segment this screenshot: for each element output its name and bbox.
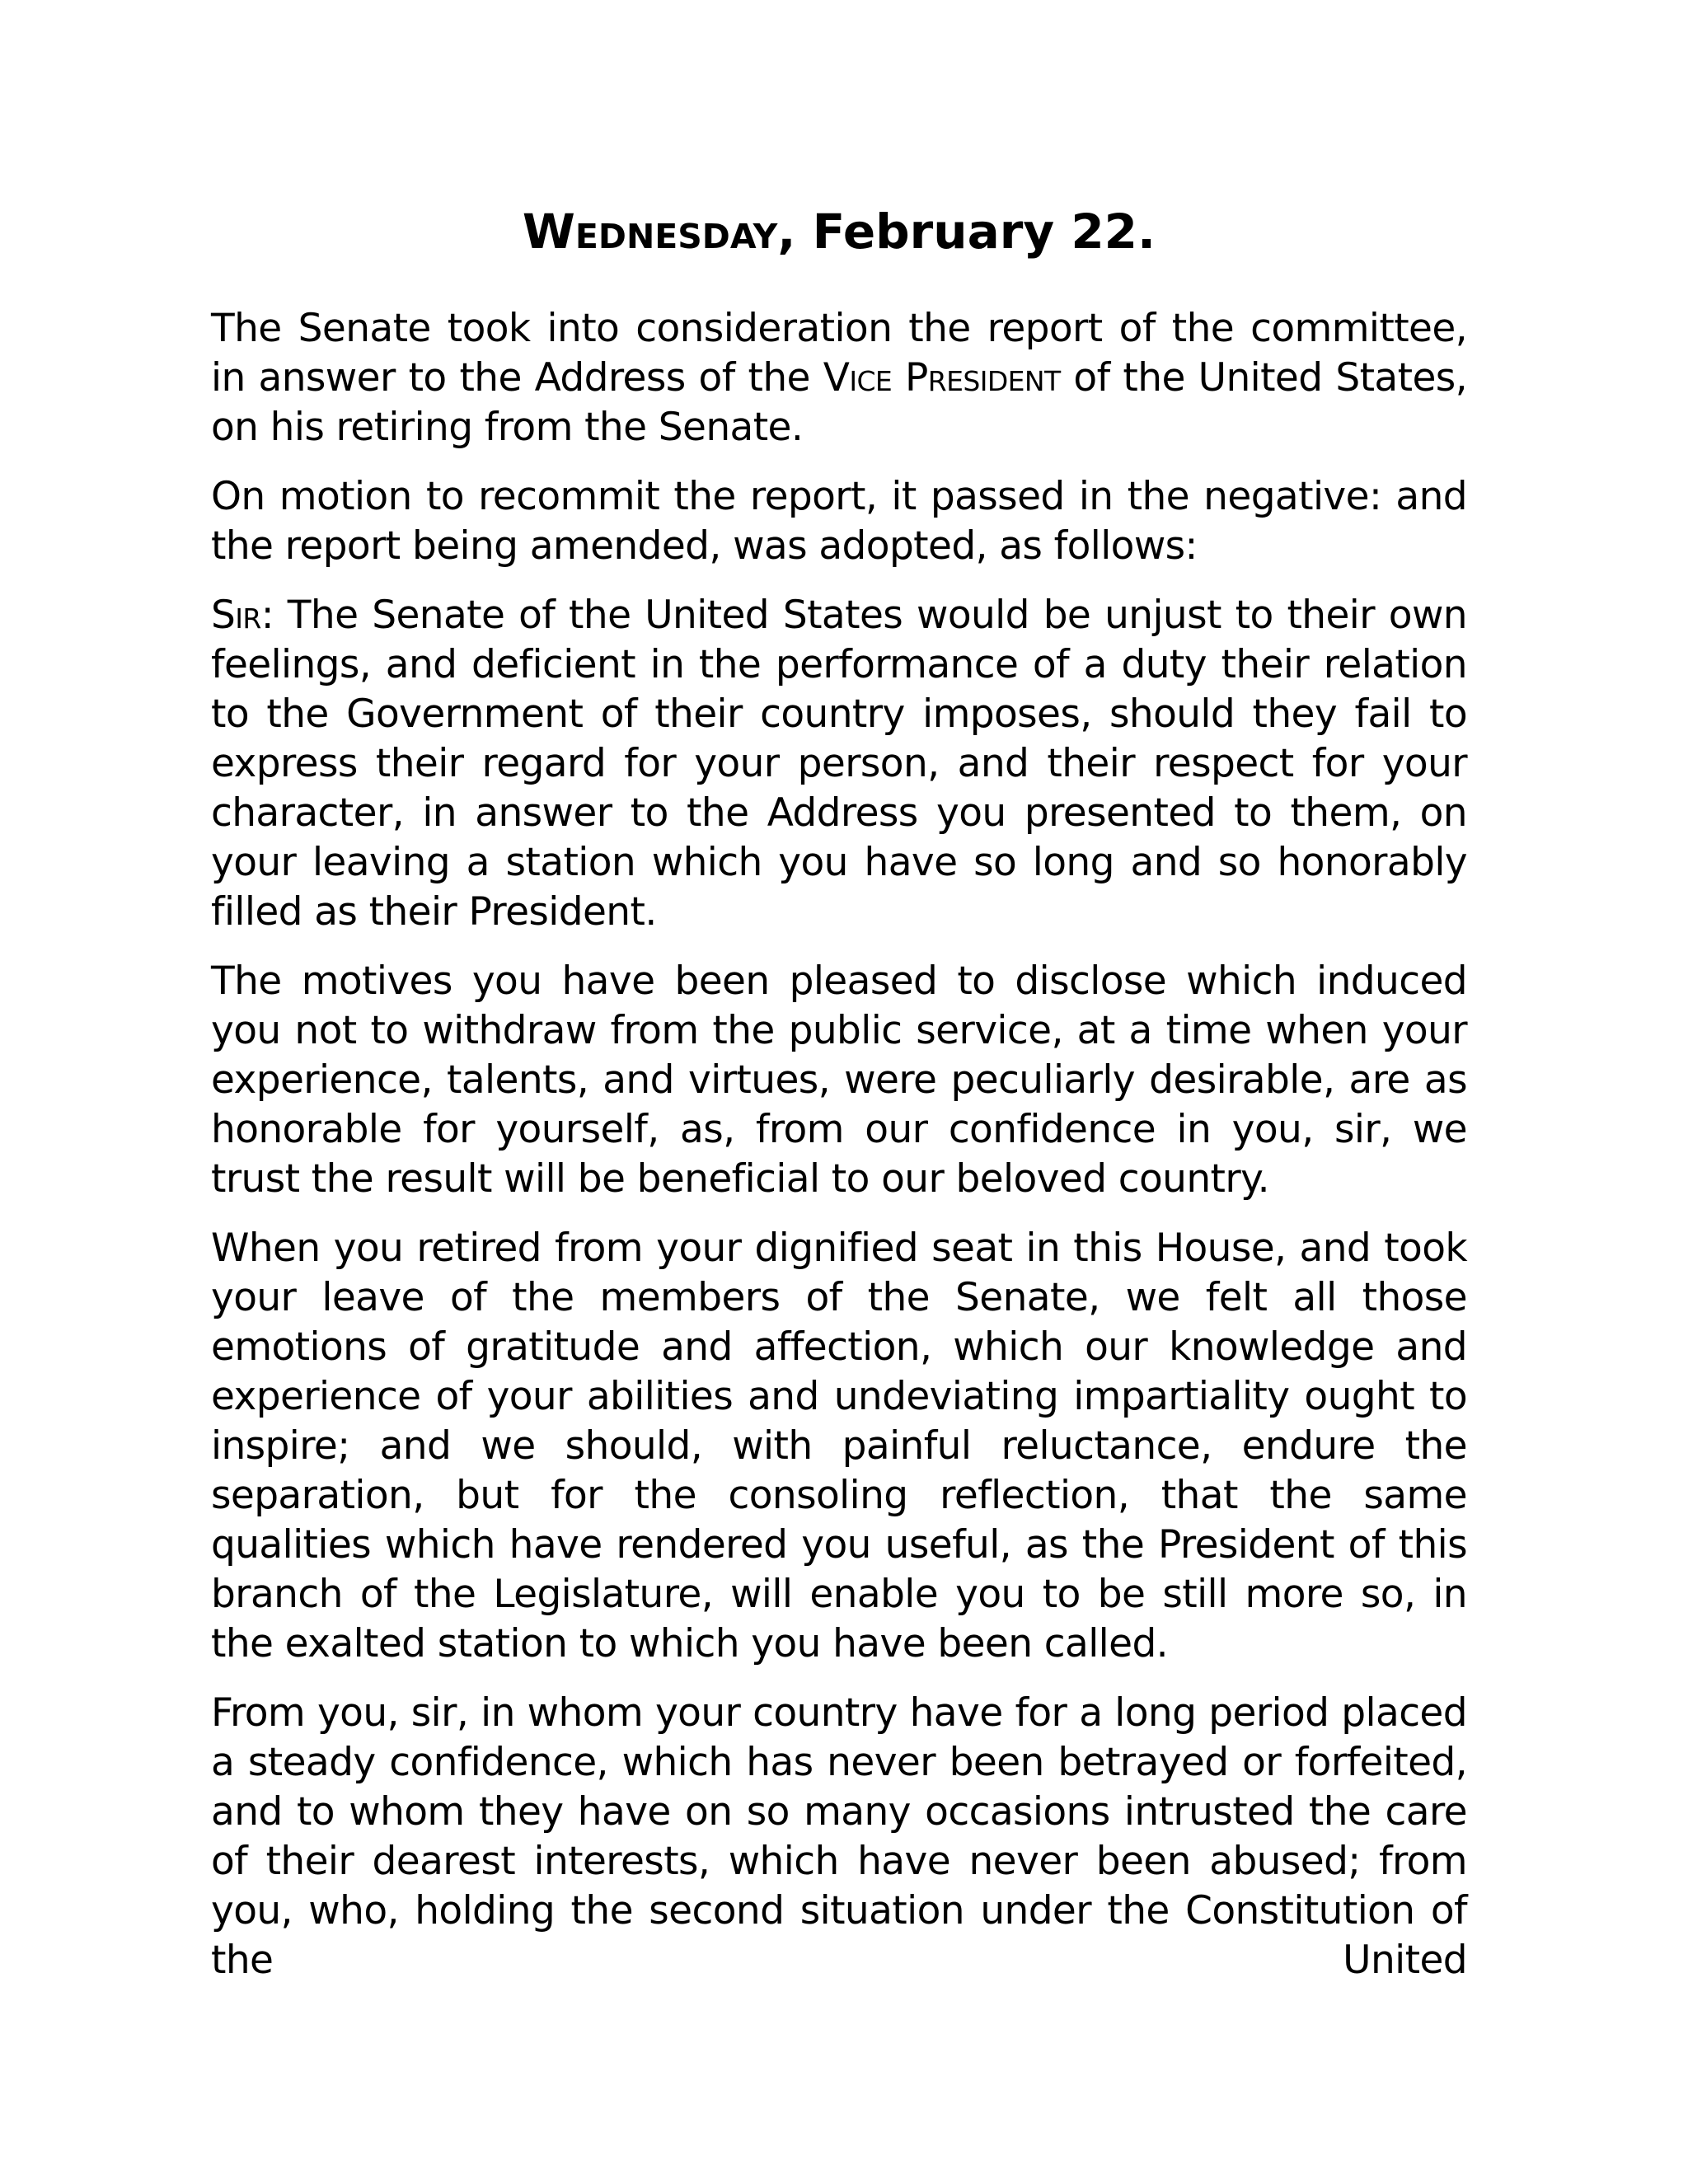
heading-date: February 22. <box>812 204 1156 260</box>
heading-day: Wednesday <box>522 204 778 260</box>
document-page <box>211 202 1467 2005</box>
paragraph-text: The Senate took into consideration the report of the committee, in answer to the Address of the <box>211 306 1467 401</box>
paragraph-text: : The Senate of the United States would be unjust to their own feelings, and deficient in the performance of a duty their relation to the Government of their country imposes, should they fail to express their regard for your person, and their respect for your character, in answer to the Address you presented to them, on your leaving a station which you have so long and so honorably filled as their President. <box>211 593 1467 935</box>
paragraph-address-opening <box>211 591 1467 937</box>
paragraph-text: of the United States, on his retiring from the Senate. <box>211 355 1467 450</box>
salutation: Sir <box>211 593 261 638</box>
vice-president-title: Vice President <box>823 355 1061 401</box>
paragraph-retirement: When you retired from your dignified seat in this House, and took your leave of the members of the Senate, we felt all those emotions of gratitude and affection, which our knowledge and experience of your abilities and undeviating impartiality ought to inspire; and we should, with painful reluctance, endure the separation, but for the consoling reflection, that the same qualities which have rendered you useful, as the President of this branch of the Legislature, will enable you to be still more so, in the exalted station to which you have been called. <box>211 1226 1467 1666</box>
paragraph-consideration <box>211 304 1467 452</box>
heading-separator: , <box>777 204 813 260</box>
page-heading <box>211 202 1467 261</box>
paragraph-motives: The motives you have been pleased to disclose which induced you not to withdraw from the public service, at a time when your experience, talents, and virtues, were peculiarly desirable, are as honorable for yourself, as, from our confidence in you, sir, we trust the result will be beneficial to our beloved country. <box>211 958 1467 1202</box>
paragraph-confidence: From you, sir, in whom your country have for a long period placed a steady confidence, which has never been betrayed or forfeited, and to whom they have on so many occasions intrusted the care of their dearest interests, which have never been abused; from you, who, holding the second situation under the Constitution of the United <box>211 1690 1467 1983</box>
paragraph-motion: On motion to recommit the report, it passed in the negative: and the report being amended, was adopted, as follows: <box>211 474 1467 569</box>
